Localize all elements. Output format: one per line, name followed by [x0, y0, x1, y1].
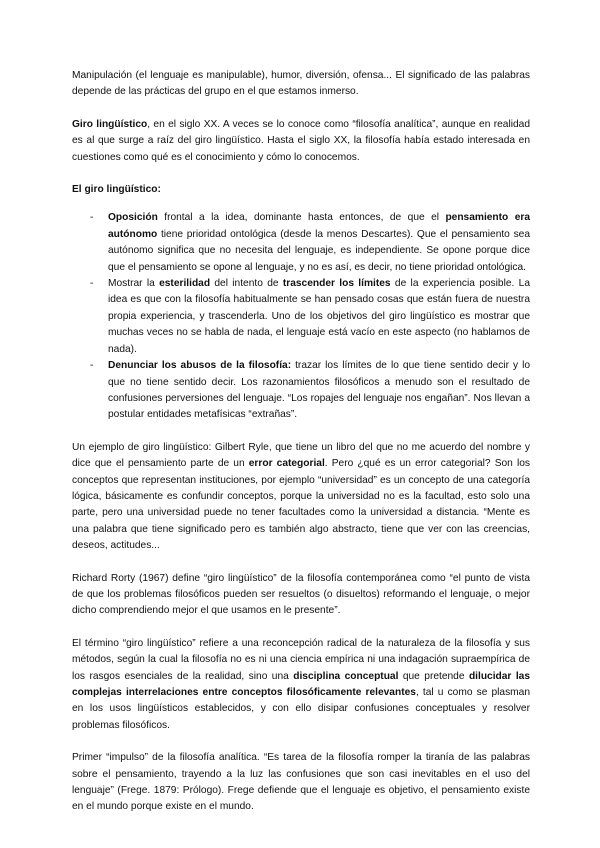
paragraph-term-definition: El término “giro lingüístico” refiere a una reconcepción radical de la naturaleza de la filosofía y sus métodos, según la cual la filosofía no es ni una ciencia empírica ni una indagación supraempírica de los rasgos esenciales de la realidad, sino una disciplina conceptual que pretende dilucidar las complejas interrelaciones entre conceptos filosóficamente relevantes, tal u como se plasman en los usos lingüísticos establecidos, y con ello disipar confusiones conceptuales y resolver problemas filosóficos. — [72, 637, 530, 731]
paragraph-intro: Manipulación (el lenguaje es manipulable), humor, diversión, ofensa... El significado de las palabras depende de las prácticas del grupo en el que estamos inmerso. — [72, 70, 530, 98]
list-item: - Oposición frontal a la idea, dominante hasta entonces, de que el pensamiento era autónomo tiene prioridad ontológica (desde la menos Descartes). Que el pensamiento sea autónomo significa que no necesita del lenguaje, es independiente. Se opone porque dice que el pensamiento se opone al lenguaje, y no es así, es decir, no tiene prioridad ontológica. — [90, 212, 530, 273]
document-page — [72, 68, 530, 832]
list-item: - Mostrar la esterilidad del intento de trascender los límites de la experiencia posible. La idea es que con la filosofía habitualmente se han pensado cosas que están fuera de nuestra propia experiencia, y trascenderla. Uno de los objetivos del giro lingüístico es mostrar que muchas veces no se habla de nada, el lenguaje está vacío en este aspecto (no hablamos de nada). — [90, 278, 530, 355]
paragraph-rorty: Richard Rorty (1967) define “giro lingüístico” de la filosofía contemporánea como “el punto de vista de que los problemas filosóficos pueden ser resueltos (o disueltos) reformando el lenguaje, o mejor dicho comprendiendo mejor el que usamos en le presente”. — [72, 572, 530, 617]
section-heading: El giro lingüístico: — [72, 184, 161, 196]
dash-marker: - — [90, 212, 94, 224]
dash-marker: - — [90, 278, 94, 290]
bullet-list — [72, 210, 530, 423]
bold-term: Giro lingüístico — [72, 118, 148, 130]
paragraph-ryle-example: Un ejemplo de giro lingüístico: Gilbert Ryle, que tiene un libro del que no me acuerdo del nombre y dice que el pensamiento parte de un error categorial. Pero ¿qué es un error categorial? Son los conceptos que representan instituciones, por ejemplo “universidad” es un concepto de una categoría lógica, básicamente es confundir conceptos, porque la universidad no es la facultad, esto solo una parte, pero una universidad puede no tener facultades como la universidad a distancia. “Mente es una palabra que tiene significado pero es también algo abstracto, tiene que ver con las creencias, deseos, actitudes... — [72, 441, 530, 552]
dash-marker: - — [90, 360, 94, 372]
list-item: - Denunciar los abusos de la filosofía: trazar los límites de lo que tiene sentido decir y lo que no tiene sentido decir. Los razonamientos filosóficos a menudo son el resultado de confusiones perversiones del lenguaje. “Los ropajes del lenguaje nos engañan”. Nos llevan a postular entidades metafísicas “extrañas”. — [90, 360, 531, 421]
paragraph-frege: Primer “impulso” de la filosofía analítica. “Es tarea de la filosofía romper la tiranía de las palabras sobre el pensamiento, trayendo a la luz las confusiones que son casi inevitables en el uso del lenguaje” (Frege. 1879: Prólogo). Frege defiende que el lenguaje es objetivo, el pensamiento existe en el mundo porque existe en el mundo. — [72, 752, 530, 813]
paragraph-giro-definition: Giro lingüístico, en el siglo XX. A veces se lo conoce como “filosofía analítica”, aunque en realidad es al que surge a raíz del giro lingüístico. Hasta el siglo XX, la filosofía había estado interesada en cuestiones como qué es el conocimiento y cómo lo conocemos. — [72, 118, 530, 163]
